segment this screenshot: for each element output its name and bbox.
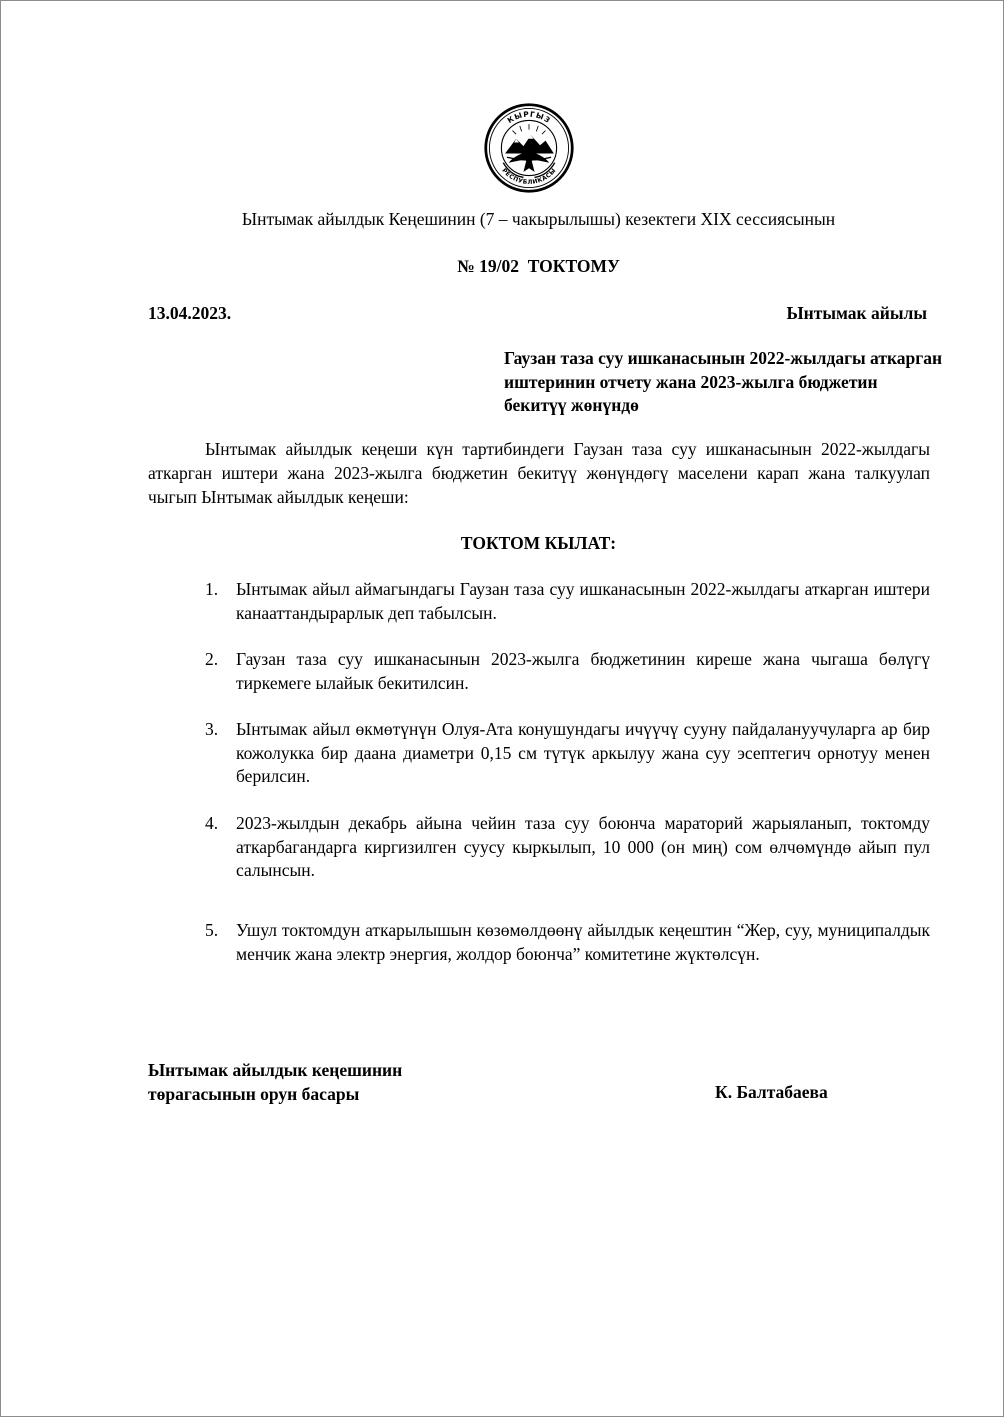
- item-number: 2.: [205, 649, 219, 669]
- document-number-title: № 19/02 ТОКТОМУ: [457, 256, 620, 276]
- item-text: Гаузан таза суу ишканасынын 2023-жылга бюджетинин киреше жана чыгаша бөлүгү тиркемеге ылайык бекитилсин.: [236, 649, 930, 693]
- svg-text:РЕСПУБЛИКАСЫ: РЕСПУБЛИКАСЫ: [500, 167, 558, 186]
- preamble-paragraph: Ынтымак айылдык кеңеши күн тартибиндеги Гаузан таза суу ишканасынын 2022-жылдагы аткарган иштери жана 2023-жылга бюджетин бекитүү жөнүндөгү маселени карап жана талкуулап чыгып Ынтымак айылдык кеңеши:: [148, 439, 930, 507]
- document-place: Ынтымак айылы: [786, 303, 927, 323]
- document-date: 13.04.2023.: [148, 303, 232, 323]
- council-session-line: Ынтымак айылдык Кеңешинин (7 – чакырылышы) кезектеги XIX сессиясынын: [241, 209, 836, 229]
- item-text: 2023-жылдын декабрь айына чейин таза суу боюнча мараторий жарыяланып, токтомду аткарбагандарга киргизилген суусу кыркылып, 10 000 (он миң) сом өлчөмүндө айып пул салынсын.: [236, 813, 930, 880]
- kyrgyz-state-emblem-icon: [483, 102, 575, 194]
- item-text: Ынтымак айыл аймагындагы Гаузан таза суу ишканасынын 2022-жылдагы аткарган иштери канааттандырарлык деп табылсын.: [236, 579, 930, 623]
- item-number: 3.: [205, 719, 219, 739]
- item-text: Ушул токтомдун аткарылышын көзөмөлдөөнү айылдык кеңештин “Жер, суу, муниципалдык менчик жана электр энергия, жолдор боюнча” комитетине жүктөлсүн.: [236, 920, 930, 964]
- resolution-item-1: [205, 578, 930, 625]
- resolution-item-5: [205, 919, 930, 966]
- item-text: Ынтымак айыл өкмөтүнүн Олуя-Ата конушундагы ичүүчү сууну пайдалануучуларга ар бир кожолукка бир даана диаметри 0,15 см түтүк аркылуу жана суу эсептегич орнотуу менен берилсин.: [236, 719, 930, 786]
- signatory-title-line-2: төрагасынын орун басары: [148, 1083, 360, 1104]
- item-number: 5.: [205, 920, 219, 940]
- signatory-name: К. Балтабаева: [715, 1082, 828, 1102]
- resolution-item-2: [205, 648, 930, 695]
- resolution-item-3: [205, 718, 930, 789]
- signatory-title: [148, 1059, 402, 1106]
- document-subject: Гаузан таза суу ишканасынын 2022-жылдагы аткарган иштеринин отчету жана 2023-жылга бюджетин бекитүү жөнүндө: [504, 348, 943, 415]
- item-number: 1.: [205, 579, 219, 599]
- resolution-item-4: [205, 812, 930, 883]
- svg-text:КЫРГЫЗ: КЫРГЫЗ: [505, 109, 553, 126]
- resolution-heading: ТОКТОМ КЫЛАТ:: [460, 533, 617, 553]
- signatory-title-line-1: Ынтымак айылдык кеңешинин: [148, 1060, 403, 1080]
- item-number: 4.: [205, 813, 219, 833]
